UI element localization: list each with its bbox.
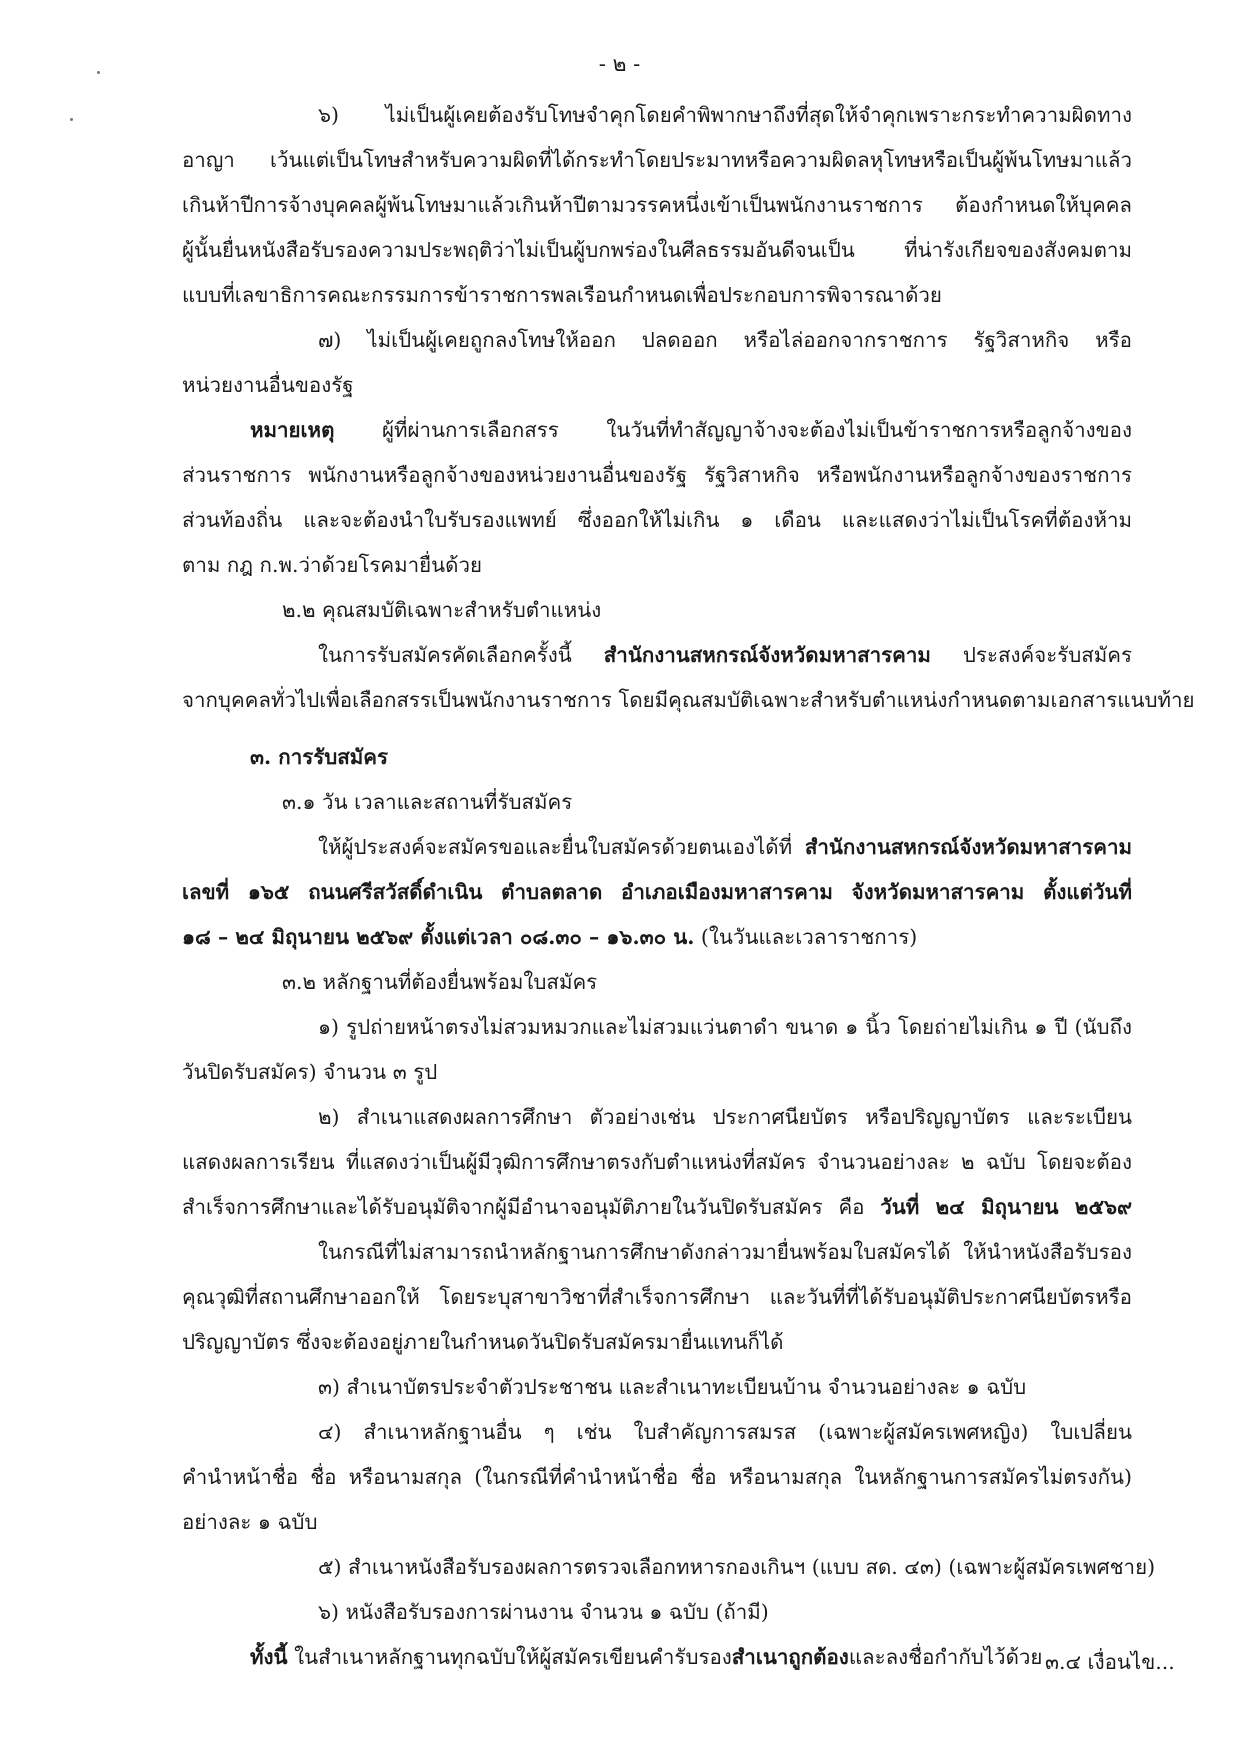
text-line (182, 920, 917, 954)
bold-text: หมายเหตุ (250, 418, 335, 442)
bold-text: ๑๘ – ๒๔ มิถุนายน ๒๕๖๙ ตั้งแต่เวลา ๐๘.๓๐ – ๑๖.๓๐ น. (182, 925, 695, 949)
bold-text: ทั้งนี้ (250, 1645, 288, 1669)
text-line (250, 740, 388, 774)
text-line: ๒.๒ คุณสมบัติเฉพาะสำหรับตำแหน่ง (282, 598, 602, 622)
text-line: อย่างละ ๑ ฉบับ (182, 1510, 318, 1534)
text-segment: ผู้ที่ผ่านการเลือกสรร ในวันที่ทำสัญญาจ้างจะต้องไม่เป็นข้าราชการหรือลูกจ้างของ (334, 418, 1132, 442)
bold-text: วันที่ ๒๔ มิถุนายน ๒๕๖๙ (880, 1195, 1132, 1219)
bold-text: สำเนาถูกต้อง (731, 1645, 849, 1669)
text-line: จากบุคคลทั่วไปเพื่อเลือกสรรเป็นพนักงานราชการ โดยมีคุณสมบัติเฉพาะสำหรับตำแหน่งกำหนดตามเอกสารแนบท้าย (182, 688, 1195, 712)
text-line: แบบที่เลขาธิการคณะกรรมการข้าราชการพลเรือนกำหนดเพื่อประกอบการพิจารณาด้วย (182, 283, 942, 307)
text-line: วันปิดรับสมัคร) จำนวน ๓ รูป (182, 1060, 438, 1084)
text-segment: ในการรับสมัครคัดเลือกครั้งนี้ (318, 643, 604, 667)
text-line: แสดงผลการเรียน ที่แสดงว่าเป็นผู้มีวุฒิการศึกษาตรงกับตำแหน่งที่สมัคร จำนวนอย่างละ ๒ ฉบับ โดยจะต้อง (182, 1150, 1132, 1174)
text-line: ๒) สำเนาแสดงผลการศึกษา ตัวอย่างเช่น ประกาศนียบัตร หรือปริญญาบัตร และระเบียน (318, 1105, 1132, 1129)
text-line: ๗) ไม่เป็นผู้เคยถูกลงโทษให้ออก ปลดออก หรือไล่ออกจากราชการ รัฐวิสาหกิจ หรือ (318, 328, 1132, 352)
continuation-note: ๓.๔ เงื่อนไข... (1045, 1650, 1175, 1674)
text-segment: ให้ผู้ประสงค์จะสมัครขอและยื่นใบสมัครด้วยตนเองได้ที่ (318, 835, 805, 859)
page-number: - ๒ - (598, 52, 641, 76)
scan-speck (70, 118, 73, 121)
text-line: ส่วนท้องถิ่น และจะต้องนำใบรับรองแพทย์ ซึ่งออกให้ไม่เกิน ๑ เดือน และแสดงว่าไม่เป็นโรคที่ต้องห้าม (182, 508, 1132, 532)
text-line: ๓.๒ หลักฐานที่ต้องยื่นพร้อมใบสมัคร (282, 970, 598, 994)
text-line: ๕) สำเนาหนังสือรับรองผลการตรวจเลือกทหารกองเกินฯ (แบบ สด. ๔๓) (เฉพาะผู้สมัครเพศชาย) (318, 1555, 1156, 1579)
text-line (318, 830, 1132, 864)
text-line: ๓.๑ วัน เวลาและสถานที่รับสมัคร (282, 790, 573, 814)
bold-text: เลขที่ ๑๖๕ ถนนศรีสวัสดิ์ดำเนิน ตำบลตลาด อำเภอเมืองมหาสารคาม จังหวัดมหาสารคาม ตั้งแต่วันที่ (182, 880, 1132, 904)
text-line: ในกรณีที่ไม่สามารถนำหลักฐานการศึกษาดังกล่าวมายื่นพร้อมใบสมัครได้ ให้นำหนังสือรับรอง (318, 1240, 1132, 1264)
text-line: อาญา เว้นแต่เป็นโทษสำหรับความผิดที่ได้กระทำโดยประมาทหรือความผิดลหุโทษหรือเป็นผู้พ้นโทษมาแล้ว (182, 148, 1132, 172)
text-line: คำนำหน้าชื่อ ชื่อ หรือนามสกุล (ในกรณีที่คำนำหน้าชื่อ ชื่อ หรือนามสกุล ในหลักฐานการสมัครไม่ตรงกัน) (182, 1465, 1132, 1489)
text-line: ๖) ไม่เป็นผู้เคยต้องรับโทษจำคุกโดยคำพิพากษาถึงที่สุดให้จำคุกเพราะกระทำความผิดทาง (318, 103, 1132, 127)
text-line (182, 1190, 1132, 1224)
text-segment: และลงชื่อกำกับไว้ด้วย (848, 1645, 1043, 1669)
bold-text: สำนักงานสหกรณ์จังหวัดมหาสารคาม (603, 643, 931, 667)
text-segment: ในสำเนาหลักฐานทุกฉบับให้ผู้สมัครเขียนคำรับรอง (287, 1645, 732, 1669)
text-line: ปริญญาบัตร ซึ่งจะต้องอยู่ภายในกำหนดวันปิดรับสมัครมายื่นแทนก็ได้ (182, 1330, 784, 1354)
text-line: หน่วยงานอื่นของรัฐ (182, 373, 354, 397)
text-segment: (ในวันและเวลาราชการ) (694, 925, 918, 949)
bold-text: สำนักงานสหกรณ์จังหวัดมหาสารคาม (804, 835, 1132, 859)
text-line: ๓) สำเนาบัตรประจำตัวประชาชน และสำเนาทะเบียนบ้าน จำนวนอย่างละ ๑ ฉบับ (318, 1375, 1027, 1399)
text-line: ๑) รูปถ่ายหน้าตรงไม่สวมหมวกและไม่สวมแว่นตาดำ ขนาด ๑ นิ้ว โดยถ่ายไม่เกิน ๑ ปี (นับถึง (318, 1015, 1132, 1039)
text-line: ส่วนราชการ พนักงานหรือลูกจ้างของหน่วยงานอื่นของรัฐ รัฐวิสาหกิจ หรือพนักงานหรือลูกจ้างของราชการ (182, 463, 1132, 487)
text-line (250, 1640, 1042, 1674)
text-segment: ประสงค์จะรับสมัคร (930, 643, 1132, 667)
text-line: เกินห้าปีการจ้างบุคคลผู้พ้นโทษมาแล้วเกินห้าปีตามวรรคหนึ่งเข้าเป็นพนักงานราชการ ต้องกำหนดให้บุคคล (182, 193, 1132, 217)
text-line (182, 875, 1132, 909)
bold-text: ๓. การรับสมัคร (250, 745, 388, 769)
text-line (318, 638, 1132, 672)
text-line: คุณวุฒิที่สถานศึกษาออกให้ โดยระบุสาขาวิชาที่สำเร็จการศึกษา และวันที่ที่ได้รับอนุมัติประกาศนียบัตรหรือ (182, 1285, 1132, 1309)
text-line: ๔) สำเนาหลักฐานอื่น ๆ เช่น ใบสำคัญการสมรส (เฉพาะผู้สมัครเพศหญิง) ใบเปลี่ยน (318, 1420, 1132, 1444)
text-line: ผู้นั้นยื่นหนังสือรับรองความประพฤติว่าไม่เป็นผู้บกพร่องในศีลธรรมอันดีจนเป็น ที่น่ารังเกียจของสังคมตาม (182, 238, 1132, 262)
scan-speck (97, 71, 100, 74)
text-line (250, 413, 1132, 447)
text-segment: สำเร็จการศึกษาและได้รับอนุมัติจากผู้มีอำนาจอนุมัติภายในวันปิดรับสมัคร คือ (182, 1195, 881, 1219)
text-line: ตาม กฎ ก.พ.ว่าด้วยโรคมายื่นด้วย (182, 553, 482, 577)
text-line: ๖) หนังสือรับรองการผ่านงาน จำนวน ๑ ฉบับ (ถ้ามี) (318, 1600, 769, 1624)
